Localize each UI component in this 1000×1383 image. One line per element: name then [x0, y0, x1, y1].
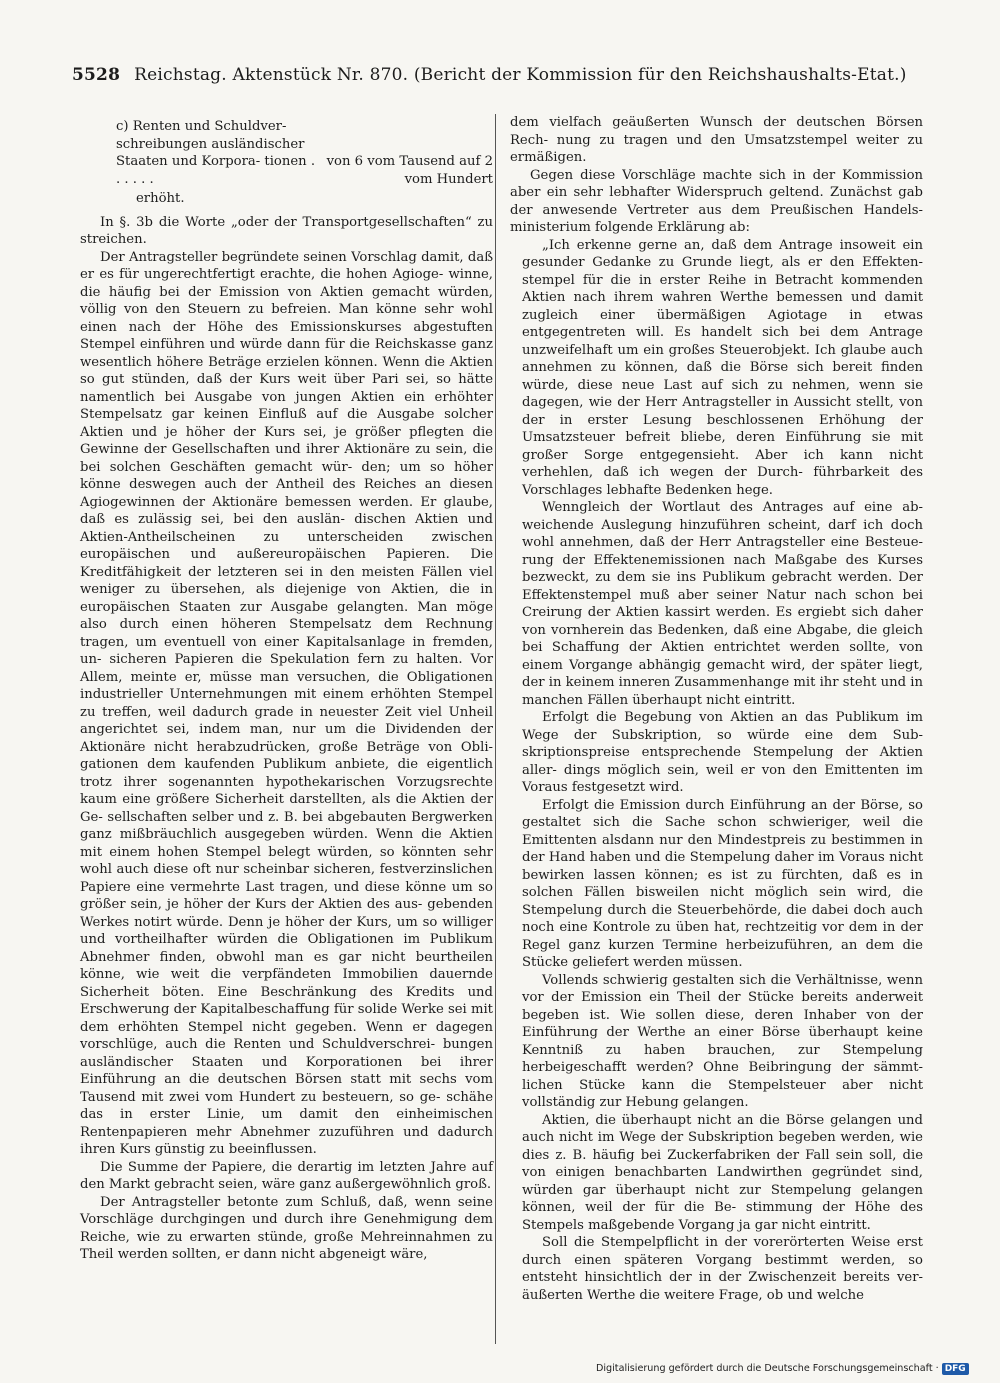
column-divider	[495, 114, 496, 1344]
dfg-logo: DFG	[942, 1363, 969, 1375]
left-column	[80, 118, 493, 1264]
paragraph: Die Summe der Papiere, die derartig im letzten Jahre auf den Markt gebracht seien, wäre ganz außergewöhnlich groß.	[80, 1159, 493, 1192]
quote-paragraph: „Ich erkenne gerne an, daß dem Antrage insoweit ein gesunder Gedanke zu Grunde liegt, als er den Effekten- stempel für die in erster Reihe in Betracht kommenden Aktien nach ihrem wahren Werthe bemessen und damit zugleich einer übermäßigen Agiotage in etwas entgegentreten will. Es handelt sich bei dem Antrage unzweifelhaft um ein großes Steuerobjekt. Ich glaube auch annehmen zu können, daß die Börse sich bereit finden würde, diese neue Last auf sich zu nehmen, wenn sie dagegen, wie der Herr Antragsteller in Aussicht stellt, von der in erster Lesung beschlossenen Erhöhung der Umsatzsteuer befreit bliebe, deren Einführung sie mit großer Sorge entgegensieht. Aber ich kann nicht verhehlen, daß ich wegen der Durch- führbarkeit des Vorschlages lebhafte Bedenken hege.	[522, 237, 923, 498]
tariff-item-label: c) Renten und Schuldver- schreibungen ausländischer Staaten und Korpora- tionen . . . . . .	[116, 119, 316, 187]
quote-paragraph: Erfolgt die Emission durch Einführung an der Börse, so gestaltet sich die Sache schon schwieriger, weil die Emittenten alsdann nur den Mindestpreis zu bestimmen in der Hand haben und die Stempelung daher im Voraus nicht bewirken lassen können; es ist zu fürchten, daß es in solchen Fällen bisweilen nicht möglich sein wird, die Stempelung durch die Steuerbehörde, die dabei doch auch noch eine Kontrole zu üben hat, rechtzeitig vor dem in der Regel ganz kurzen Termine herbeizuführen, an dem die Stücke geliefert werden müssen.	[522, 797, 923, 970]
credit-text: Digitalisierung gefördert durch die Deutsche Forschungsgemeinschaft ·	[596, 1363, 939, 1374]
tariff-item-value: von 6 vom Tausend auf 2 vom Hundert	[326, 154, 493, 187]
paragraph: dem vielfach geäußerten Wunsch der deutschen Börsen Rech- nung zu tragen und den Umsatzstempel weiter zu ermäßigen.	[510, 115, 923, 165]
right-column	[510, 114, 923, 1304]
quote-paragraph: Soll die Stempelpflicht in der vorerörterten Weise erst durch einen späteren Vorgang bestimmt werden, so entsteht hinsichtlich der in der Zwischenzeit bereits ver- äußerten Werthe die weitere Frage, ob und welche	[522, 1235, 923, 1303]
quote-paragraph: Aktien, die überhaupt nicht an die Börse gelangen und auch nicht im Wege der Subskription begeben werden, wie dies z. B. häufig bei Zuckerfabriken der Fall sein soll, die von einigen benachbarten Landwirthen gegründet sind, würden gar überhaupt nicht zur Stempelung gelangen können, weil der für die Be- stimmung der Höhe des Stempels maßgebende Vorgang ja gar nicht eintritt.	[522, 1112, 923, 1233]
quote-paragraph: Vollends schwierig gestalten sich die Verhältnisse, wenn vor der Emission ein Theil der Stücke bereits anderweit begeben ist. Wie sollen diese, deren Inhaber von der Einführung der Werthe an einer Börse überhaupt keine Kenntniß zu haben brauchen, zur Stempelung herbeigeschafft werden? Ohne Beibringung der sämmt- lichen Stücke kann die Stempelsteuer aber nicht vollständig zur Hebung gelangen.	[522, 972, 923, 1110]
quote-paragraph: Wenngleich der Wortlaut des Antrages auf eine ab- weichende Auslegung hinzuführen scheint, darf ich doch wohl annehmen, daß der Herr Antragsteller eine Besteue- rung der Effektenemissionen nach Maßgabe des Kurses bezweckt, zu dem sie ins Publikum gebracht werden. Der Effektenstempel muß aber seiner Natur nach schon bei Creirung der Aktien kassirt werden. Es ergiebt sich daher von vornherein das Bedenken, daß eine Abgabe, die gleich bei Schaffung der Aktien entrichtet werden sollte, von einem Vorgange abhängig gemacht wird, der später liegt, der in keinem inneren Zusammenhange mit ihr steht und in manchen Fällen überhaupt nicht eintritt.	[522, 500, 923, 708]
digitization-credit	[596, 1363, 996, 1375]
running-header	[72, 64, 952, 86]
page-number: 5528	[72, 65, 121, 85]
tariff-item-tail: erhöht.	[136, 191, 185, 206]
paragraph: Der Antragsteller begründete seinen Vorschlag damit, daß er es für ungerechtfertigt erachte, die hohen Agioge- winne, die häufig bei der Emission von Aktien gemacht würden, völlig von den Steuern zu befreien. Man könne sehr wohl einen nach der Höhe des Emissionskurses abgestuften Stempel einführen und würde dann für die Reichskasse ganz wesentlich höhere Beträge erzielen können. Wenn die Aktien so gut stünden, daß der Kurs weit über Pari sei, so hätte namentlich bei Ausgabe von jungen Aktien ein erhöhter Stempelsatz gar keinen Einfluß auf die Ausgabe solcher Aktien und je höher der Kurs sei, je größer pflegten die Gewinne der Gesellschaften und ihrer Aktionäre zu sein, die bei solchen Geschäften gemacht wür- den; um so höher könne deswegen auch der Antheil des Reiches an diesen Agiogewinnen der Aktionäre bemessen werden. Er glaube, daß es zulässig sei, bei den auslän- dischen Aktien und Aktien-Antheilscheinen zu unterscheiden zwischen europäischen und außereuropäischen Papieren. Die Kreditfähigkeit der letzteren sei in den meisten Fällen viel weniger zu übersehen, als diejenige von Aktien, die in europäischen Staaten zur Ausgabe gelangten. Man möge also durch einen höheren Stempelsatz dem Rechnung tragen, um eventuell von einer Kapitalsanlage in fremden, un- sicheren Papieren die Spekulation fern zu halten. Vor Allem, meinte er, müsse man versuchen, die Obligationen industrieller Unternehmungen mit einem erhöhten Stempel zu treffen, weil dadurch grade in neuester Zeit viel Unheil angerichtet sei, indem man, nur um die Dividenden der Aktionäre nicht herabzudrücken, große Beträge von Obli- gationen dem kaufenden Publikum anbiete, die eigentlich trotz ihrer sogenannten hypothekarischen Vorzugsrechte kaum eine größere Sicherheit darstellten, als die Aktien der Ge- sellschaften selber und z. B. bei abgebauten Bergwerken ganz mißbräuchlich ausgegeben würden. Wenn die Aktien mit einem hohen Stempel belegt würden, so könnten sehr wohl auch diese oft nur scheinbar sicheren, festverzinslichen Papiere eine vermehrte Last tragen, und diese könne um so größer sein, je höher der Kurs der Aktien des aus- gebenden Werkes notirt würde. Denn je höher der Kurs, um so williger und vortheilhafter würden die Obligationen im Publikum Abnehmer finden, obwohl man es gar nicht beurtheilen könne, wie weit die verpfändeten Immobilien dauernde Sicherheit böten. Eine Beschränkung des Kredits und Erschwerung der Kapitalbeschaffung für solide Werke sei mit dem erhöhten Stempel nicht gegeben. Wenn er dagegen vorschlüge, auch die Renten und Schuldverschrei- bungen ausländischer Staaten und Korporationen bei ihrer Einführung an die deutschen Börsen statt mit sechs vom Tausend mit zwei vom Hundert zu besteuern, so ge- schähe das in erster Linie, um damit den einheimischen Rentenpapieren mehr Abnehmer zuzuführen und dadurch ihren Kurs günstig zu beeinflussen.	[80, 249, 493, 1157]
paragraph: Gegen diese Vorschläge machte sich in der Kommission aber ein sehr lebhafter Widerspruch geltend. Zunächst gab der anwesende Vertreter aus dem Preußischen Handels- ministerium folgende Erklärung ab:	[510, 167, 923, 235]
quote-paragraph: Erfolgt die Begebung von Aktien an das Publikum im Wege der Subskription, so würde eine dem Sub- skriptionspreise entsprechende Stempelung der Aktien aller- dings möglich sein, weil er von den Emittenten im Voraus festgesetzt wird.	[522, 710, 923, 795]
header-title: Reichstag. Aktenstück Nr. 870. (Bericht der Kommission für den Reichshaushalts-Etat.)	[134, 65, 907, 85]
tariff-item-c	[116, 118, 493, 188]
ministry-statement	[522, 237, 923, 1305]
paragraph: In §. 3b die Worte „oder der Transportgesellschaften“ zu streichen.	[80, 214, 493, 247]
paragraph: Der Antragsteller betonte zum Schluß, daß, wenn seine Vorschläge durchgingen und durch ihre Genehmigung dem Reiche, wie zu erwarten stünde, große Mehreinnahmen zu Theil werden sollten, er dann nicht abgeneigt wäre,	[80, 1194, 493, 1262]
